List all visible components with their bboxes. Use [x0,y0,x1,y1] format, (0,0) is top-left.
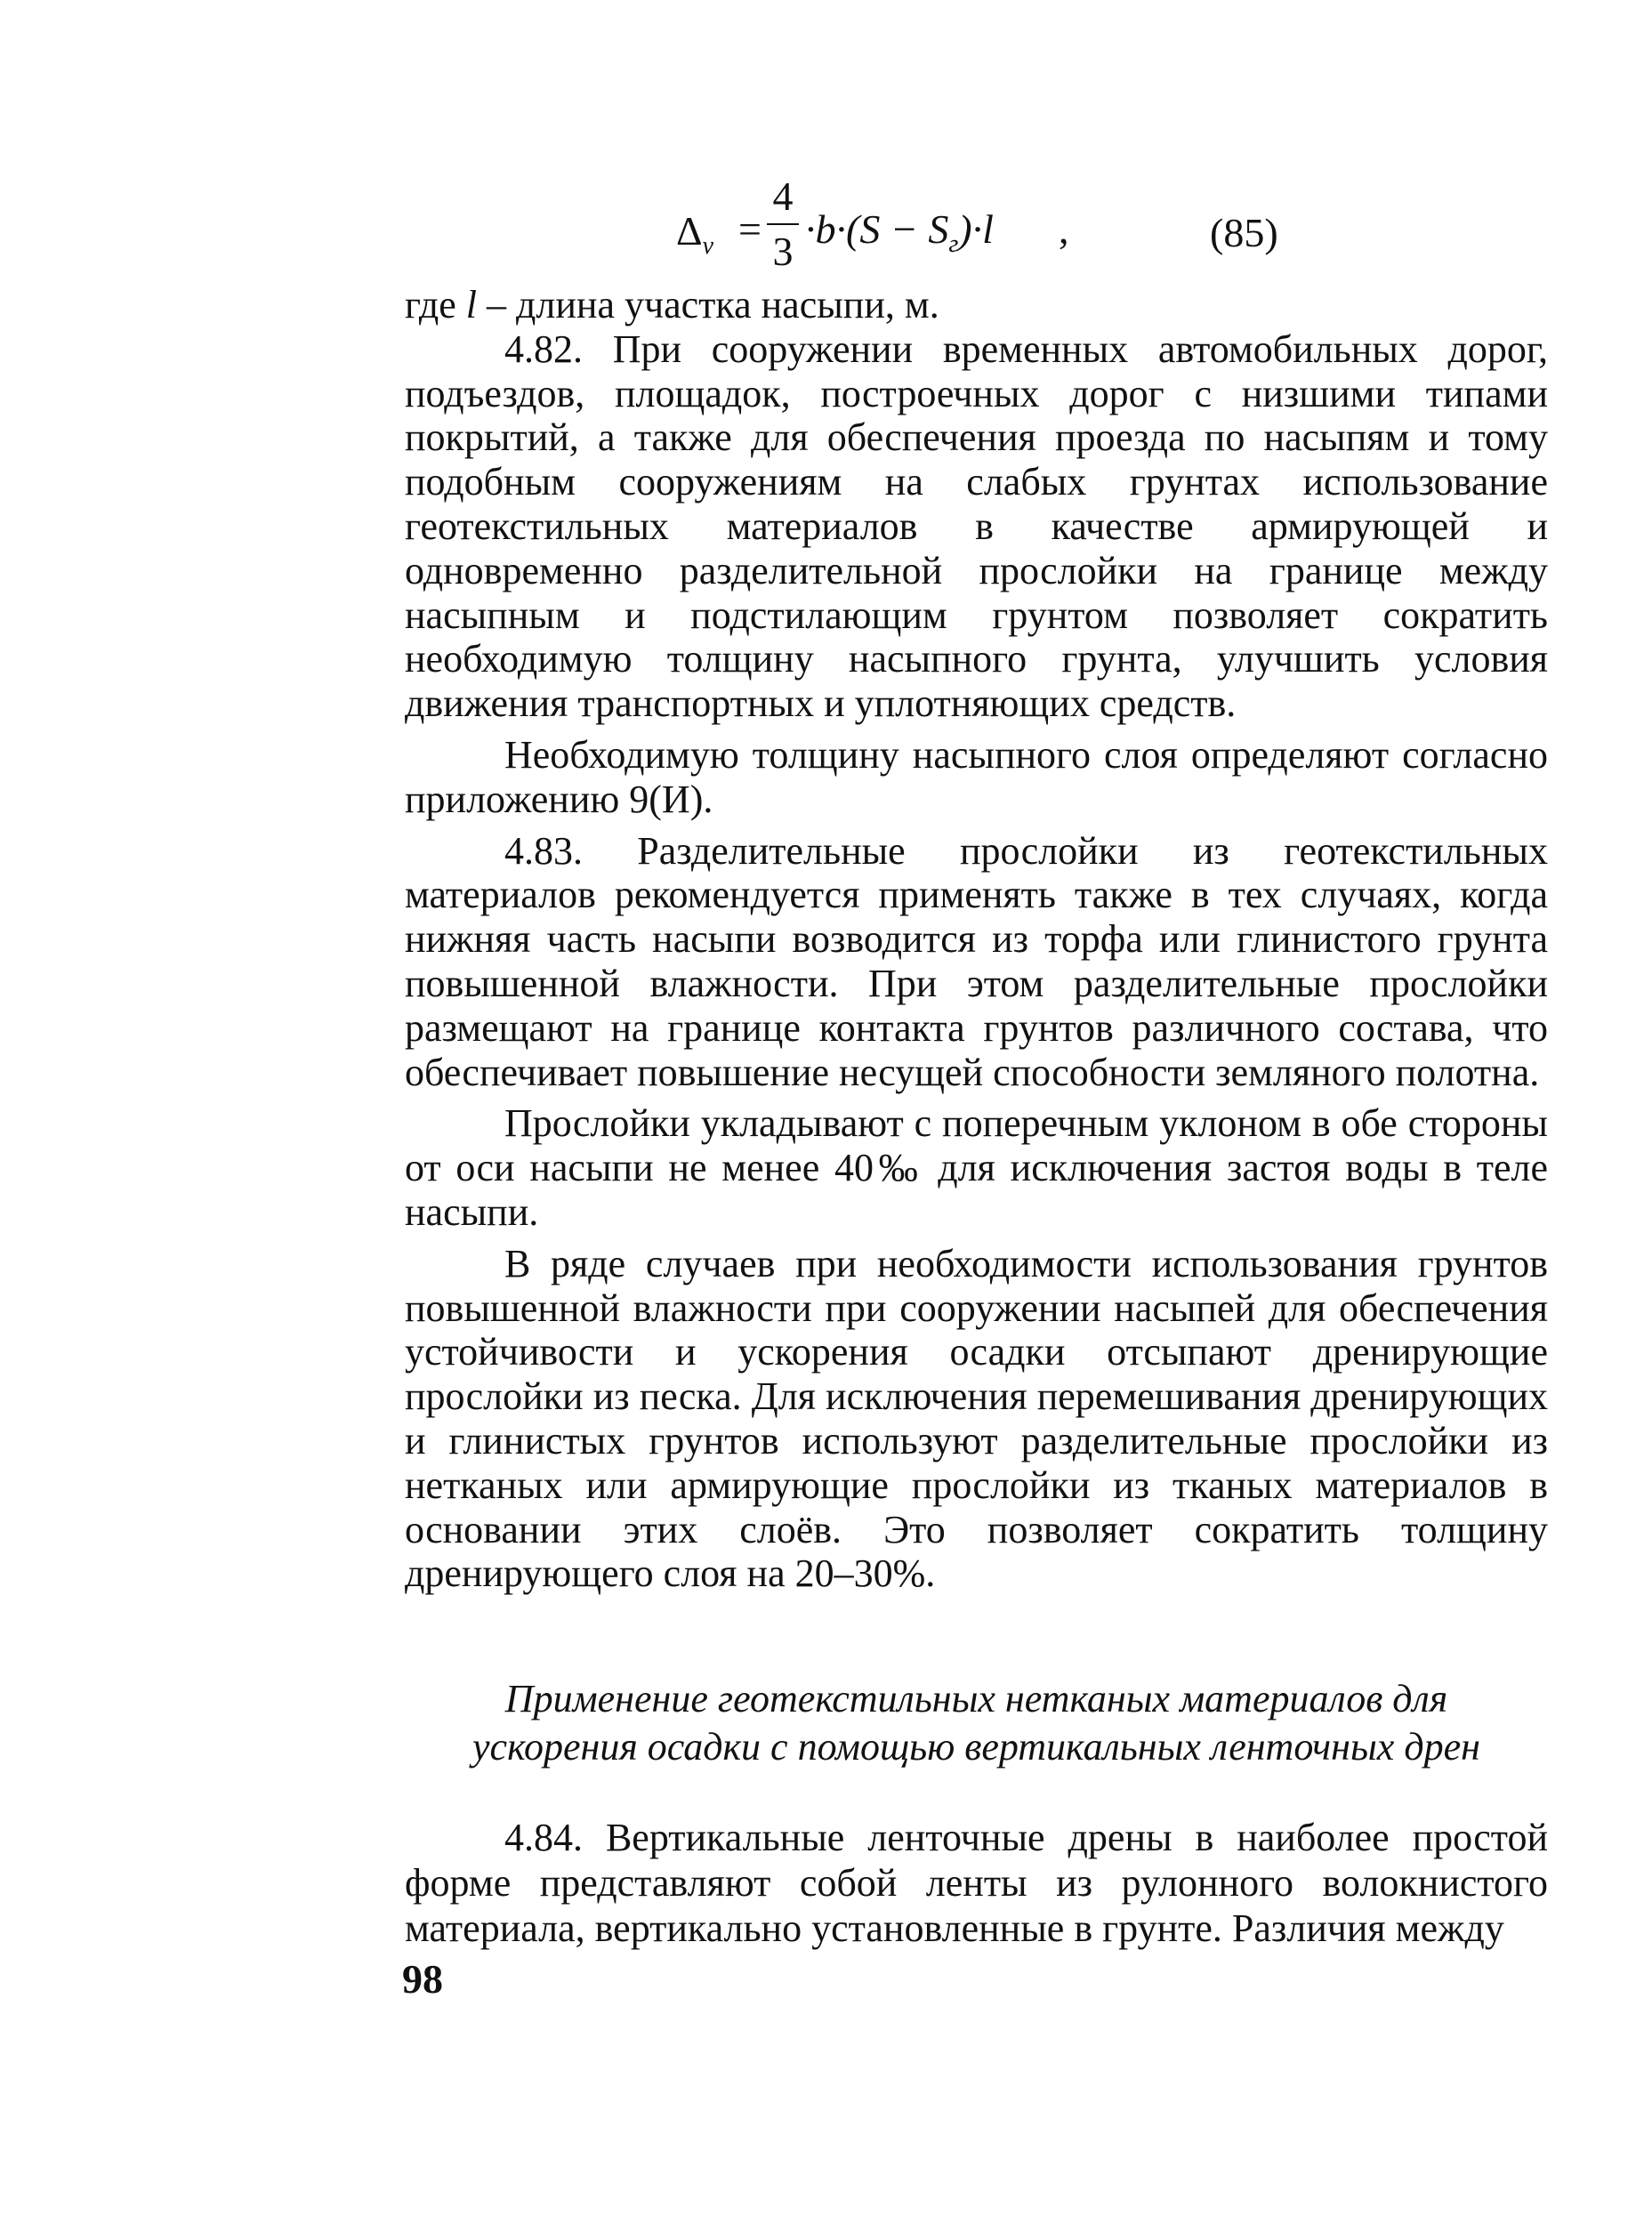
formula-denominator: 3 [772,229,794,274]
paragraph-drain: В ряде случаев при необходимости использования грунтов повышенной влажности при сооружении насыпей для обеспечения устойчивости и ускорения осадки отсыпают дренирующие прослойки из песка. Для исключения перемешивания дренирующих и глинистых грунтов используют разделительные прослойки из нетканых или армирующие прослойки из тканых материалов в основании этих слоёв. Это позволяет сократить толщину дренирующего слоя на 20–30%. [405,1241,1548,1596]
body-text [405,283,1548,1596]
paragraph-slope: Прослойки укладывают с поперечным уклоном в обе стороны от оси насыпи не менее 40‰ для исключения застоя воды в теле насыпи. [405,1101,1548,1234]
formula-comma: , [1059,206,1069,252]
section-heading-line-2: ускорения осадки с помощью вертикальных ленточных дрен [472,1725,1480,1769]
equation-number: (85) [1210,210,1278,255]
page-number: 98 [402,1956,443,2002]
formula-85 [676,173,1352,280]
formula-expression: $\cdot b\cdot(S - S_г)\cdot l$ [805,206,994,259]
formula-lhs: $\Delta_v$ [676,208,714,261]
paragraph-4-83: 4.83. Разделительные прослойки из геотекстильных материалов рекомендуется применять также в тех случаях, когда нижняя часть насыпи возводится из торфа или глинистого грунта повышенной влажности. При этом разделительные прослойки размещают на границе контакта грунтов различного состава, что обеспечивает повышение несущей способности земляного полотна. [405,828,1548,1094]
fraction-bar [767,223,799,225]
where-clause: где l – длина участка насыпи, м. [405,283,939,326]
section-heading-line-1: Применение геотекстильных нетканых материалов для [504,1677,1448,1720]
section-heading [405,1675,1548,1771]
body-text-continued [405,1815,1548,1951]
paragraph-4-82: 4.82. При сооружении временных автомобильных дорог, подъездов, площадок, построечных дорог с низшими типами покрытий, а также для обеспечения проезда по насыпям и тому подобным сооружениям на слабых грунтах использование геотекстильных материалов в качестве армирующей и одновременно разделительной прослойки на границе между насыпным и подстилающим грунтом позволяет сократить необходимую толщину насыпного грунта, улучшить условия движения транспортных и уплотняющих средств. [405,326,1548,726]
paragraph-thickness: Необходимую толщину насыпного слоя определяют согласно приложению 9(И). [405,732,1548,821]
paragraph-4-84: 4.84. Вертикальные ленточные дрены в наиболее простой форме представляют собой ленты из рулонного волокнистого материала, вертикально установленные в грунте. Различия между [405,1816,1548,1950]
formula-fraction [765,173,801,275]
formula-numerator: 4 [772,173,794,219]
formula-equals: = [738,206,762,252]
